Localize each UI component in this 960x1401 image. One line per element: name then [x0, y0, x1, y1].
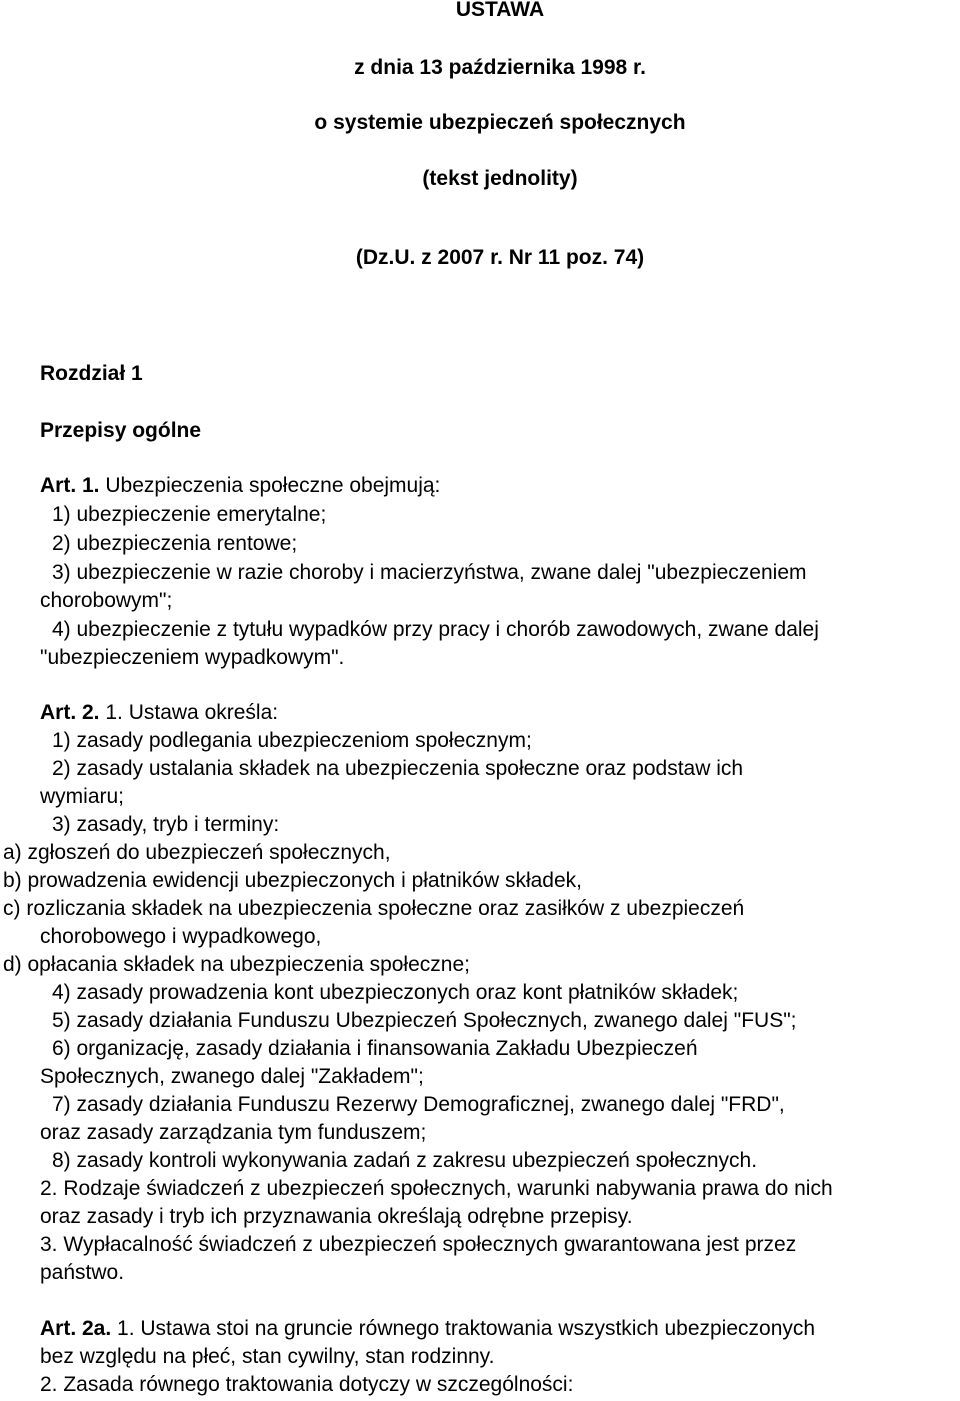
- art2-line: a) zgłoszeń do ubezpieczeń społecznych,: [3, 841, 391, 864]
- art1-label: Art. 1.: [40, 474, 100, 497]
- art2-intro: 1. Ustawa określa:: [105, 701, 279, 724]
- act-subject: o systemie ubezpieczeń społecznych: [314, 111, 686, 134]
- act-form: (tekst jednolity): [422, 167, 578, 190]
- art2-line: państwo.: [40, 1261, 125, 1284]
- art2-line: chorobowego i wypadkowego,: [40, 925, 322, 948]
- art2a-line: 1. Ustawa stoi na gruncie równego traktowania wszystkich ubezpieczonych: [117, 1317, 816, 1340]
- art2-line: 3. Wypłacalność świadczeń z ubezpieczeń społecznych gwarantowana jest przez: [40, 1233, 797, 1256]
- art2-line: 3) zasady, tryb i terminy:: [52, 813, 280, 836]
- art2-line: d) opłacania składek na ubezpieczenia społeczne;: [3, 953, 470, 976]
- art1-item: "ubezpieczeniem wypadkowym".: [40, 646, 345, 669]
- art2-line: Społecznych, zwanego dalej "Zakładem";: [40, 1065, 424, 1088]
- art2-line: 7) zasady działania Funduszu Rezerwy Demograficznej, zwanego dalej "FRD",: [52, 1093, 785, 1116]
- act-title: USTAWA: [455, 0, 545, 21]
- art2-label: Art. 2.: [40, 701, 100, 724]
- art1-item: 2) ubezpieczenia rentowe;: [52, 532, 298, 555]
- art1-intro: Ubezpieczenia społeczne obejmują:: [105, 474, 441, 497]
- art1-heading: [40, 473, 440, 499]
- art2-line: b) prowadzenia ewidencji ubezpieczonych i płatników składek,: [3, 869, 582, 892]
- art1-item: 1) ubezpieczenie emerytalne;: [52, 503, 327, 526]
- art2a-line: 2. Zasada równego traktowania dotyczy w szczególności:: [40, 1373, 574, 1396]
- art1-item: 3) ubezpieczenie w razie choroby i macierzyństwa, zwane dalej "ubezpieczeniem: [52, 561, 807, 584]
- art2-line: 2) zasady ustalania składek na ubezpieczenia społeczne oraz podstaw ich: [52, 757, 744, 780]
- art2a-heading: [40, 1316, 815, 1342]
- art2-line: 6) organizację, zasady działania i finansowania Zakładu Ubezpieczeń: [52, 1037, 698, 1060]
- art2-line: oraz zasady i tryb ich przyznawania określają odrębne przepisy.: [40, 1205, 633, 1228]
- art2-line: c) rozliczania składek na ubezpieczenia społeczne oraz zasiłków z ubezpieczeń: [3, 897, 745, 920]
- art2a-label: Art. 2a.: [40, 1317, 112, 1340]
- chapter-title: Przepisy ogólne: [40, 419, 202, 442]
- art1-item: 4) ubezpieczenie z tytułu wypadków przy pracy i chorób zawodowych, zwane dalej: [52, 618, 819, 641]
- art2-line: 8) zasady kontroli wykonywania zadań z zakresu ubezpieczeń społecznych.: [52, 1149, 758, 1172]
- art2-heading: [40, 700, 278, 726]
- act-source: (Dz.U. z 2007 r. Nr 11 poz. 74): [355, 246, 645, 269]
- art1-item: chorobowym";: [40, 589, 173, 612]
- art2-line: 4) zasady prowadzenia kont ubezpieczonych oraz kont płatników składek;: [52, 981, 739, 1004]
- art2-line: 2. Rodzaje świadczeń z ubezpieczeń społecznych, warunki nabywania prawa do nich: [40, 1177, 833, 1200]
- chapter-number: Rozdział 1: [40, 362, 143, 385]
- art2a-line: bez względu na płeć, stan cywilny, stan rodzinny.: [40, 1345, 495, 1368]
- art2-line: 5) zasady działania Funduszu Ubezpieczeń Społecznych, zwanego dalej "FUS";: [52, 1009, 797, 1032]
- art2-line: oraz zasady zarządzania tym funduszem;: [40, 1121, 427, 1144]
- act-date: z dnia 13 października 1998 r.: [354, 56, 646, 79]
- art2-line: wymiaru;: [40, 785, 125, 808]
- art2-line: 1) zasady podlegania ubezpieczeniom społecznym;: [52, 729, 532, 752]
